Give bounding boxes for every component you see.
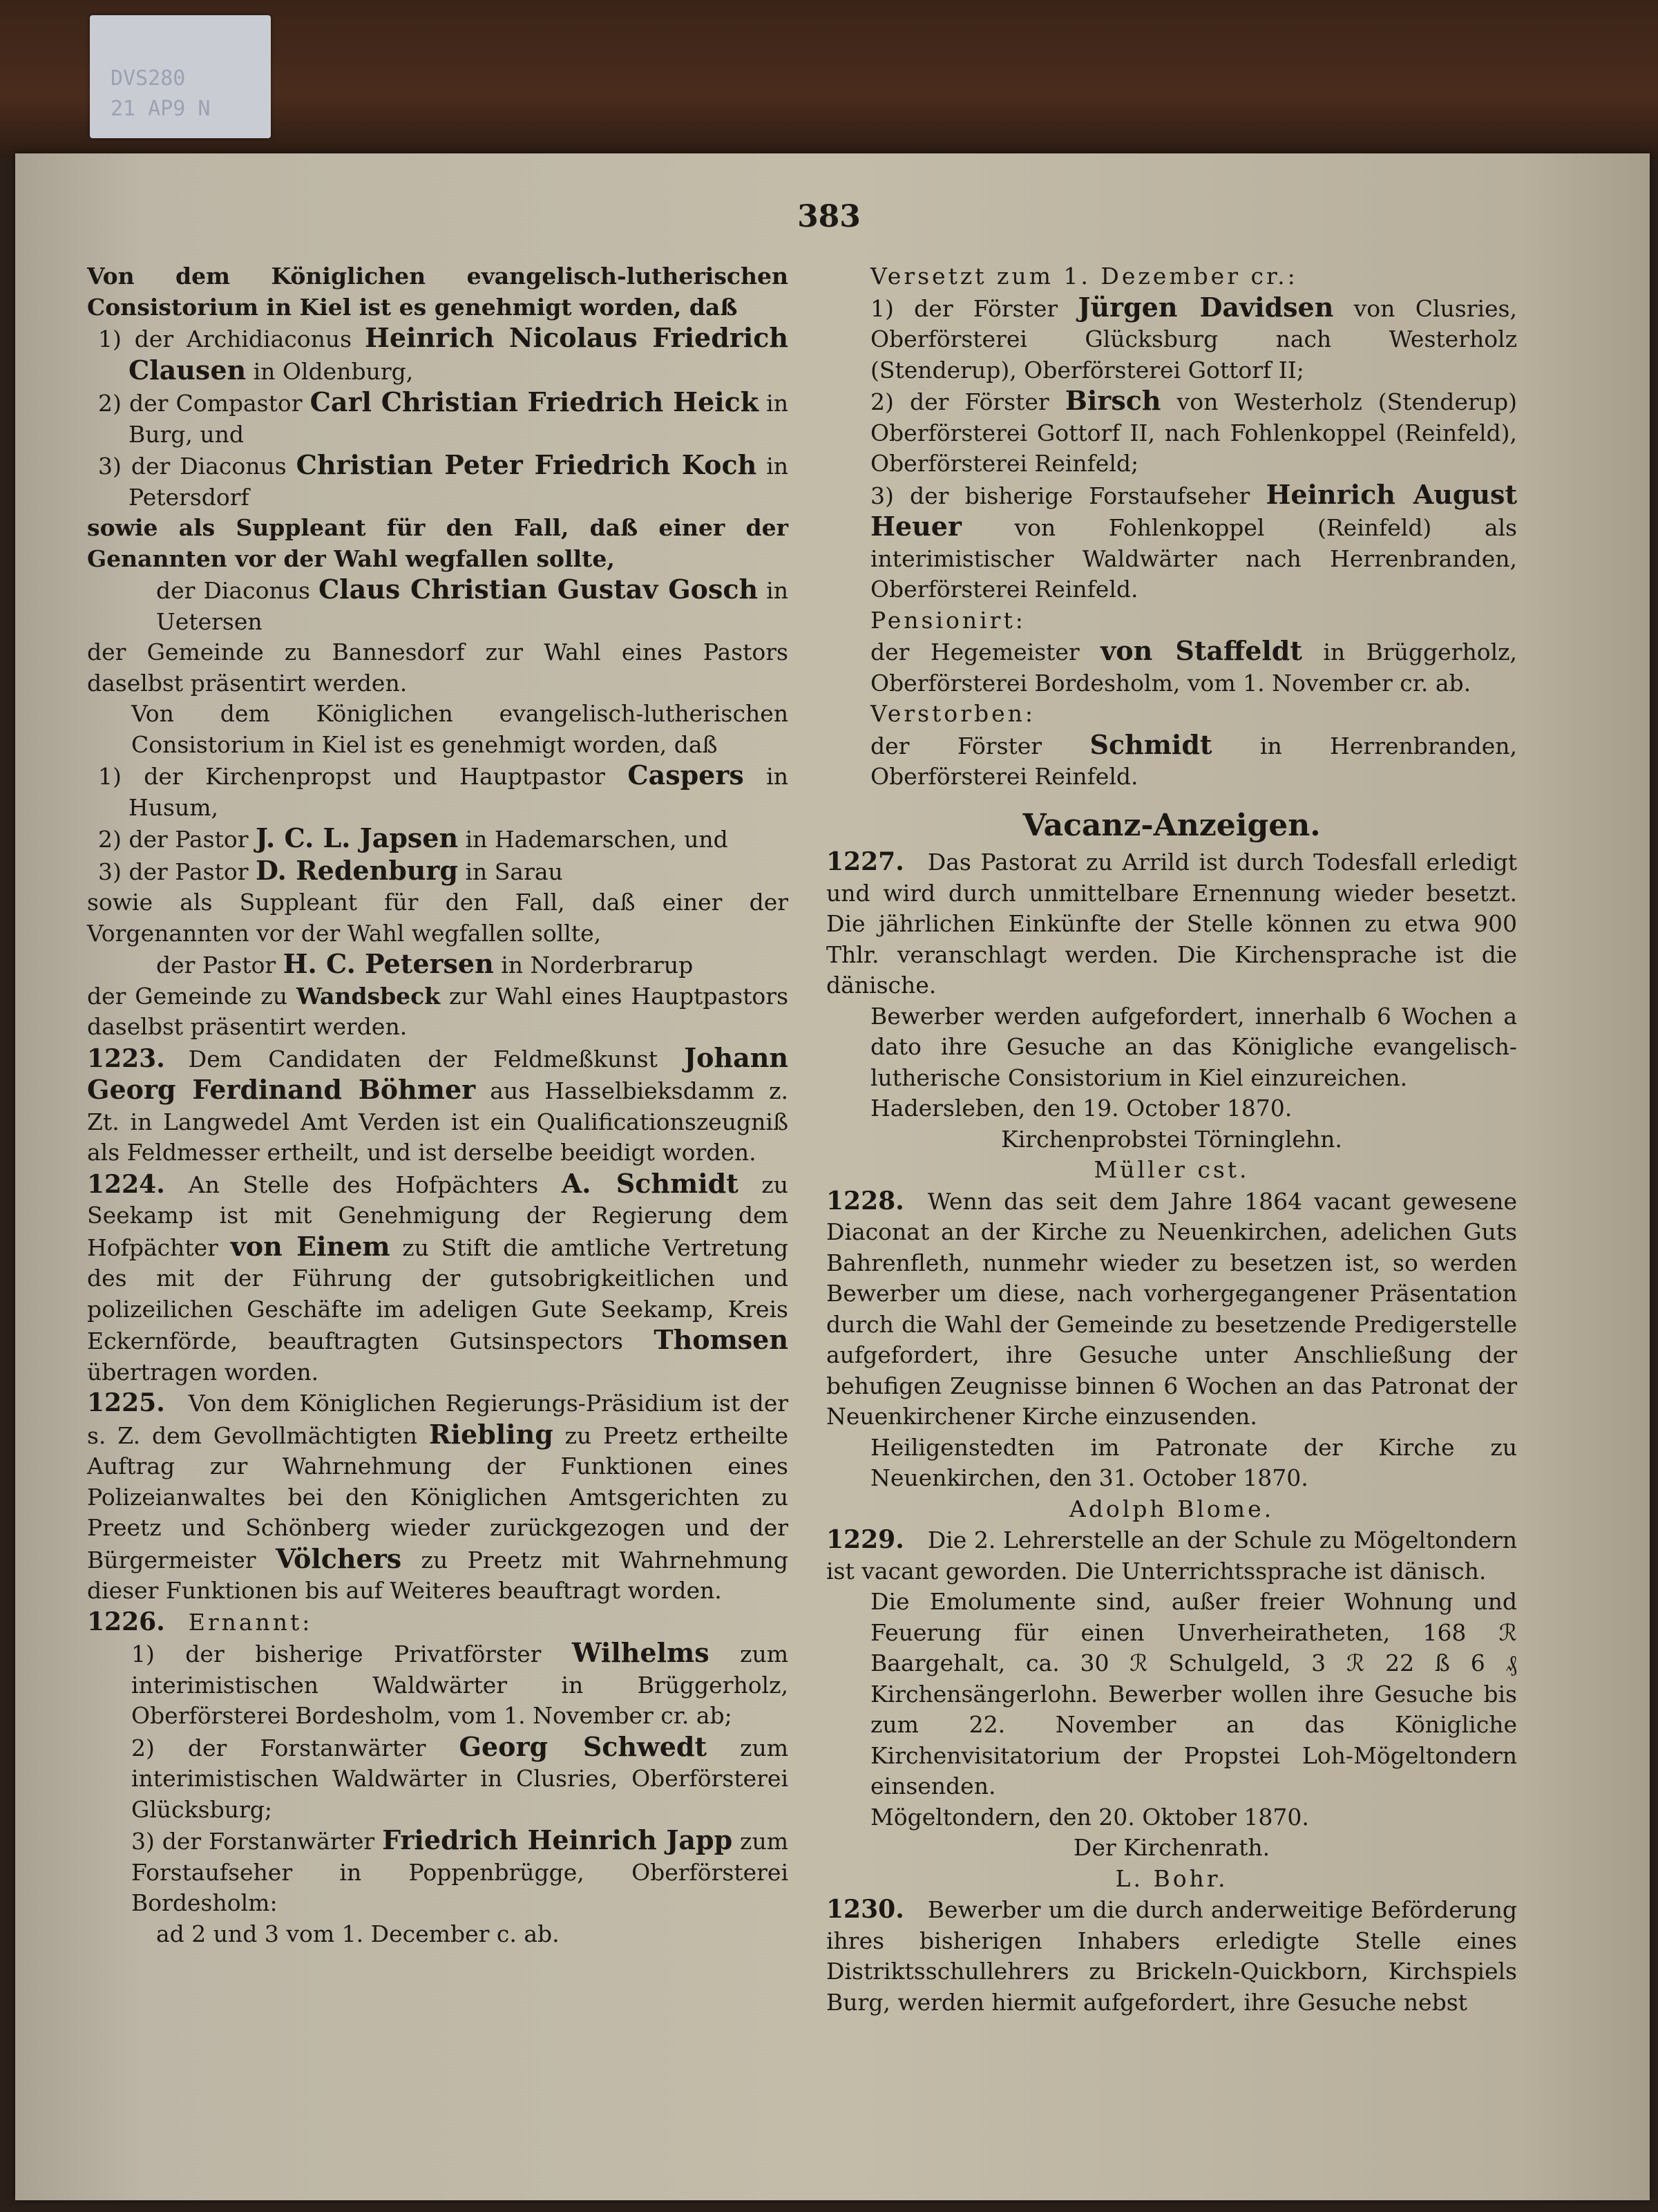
paragraph: der Hegemeister von Staffeldt in Brüggerholz, Oberförsterei Bordesholm, vom 1. November cr. ab.	[870, 635, 1518, 697]
paragraph: sowie als Suppleant für den Fall, daß einer der Genannten vor der Wahl wegfallen sollte,	[87, 514, 788, 572]
paragraph: Bewerber werden aufgefordert, innerhalb 6 Wochen a dato ihre Gesuche an das Königliche evangelisch-lutherische Consistorium in Kiel einzureichen.	[870, 1002, 1517, 1091]
paragraph: 2) der Compastor Carl Christian Friedrich Heick in Burg, und	[98, 386, 788, 448]
paragraph: Hadersleben, den 19. October 1870.	[870, 1095, 1293, 1122]
paragraph: 1) der bisherige Privatförster Wilhelms zum interimistischen Waldwärter in Brüggerholz, Oberförsterei Bordesholm, vom 1. November cr. ab;	[131, 1637, 789, 1729]
paragraph: 1223. Dem Candidaten der Feldmeßkunst Johann Georg Ferdinand Böhmer aus Hasselbieksdamm z. Zt. in Langwedel Amt Verden ist ein Qualificationszeugniß als Feldmesser ertheilt, und ist derselbe beeidigt worden.	[87, 1041, 788, 1166]
paragraph: Müller cst.	[1094, 1156, 1250, 1183]
paragraph: 3) der bisherige Forstaufseher Heinrich August Heuer von Fohlenkoppel (Reinfeld) als interimistischer Waldwärter nach Herrenbranden, Oberförsterei Reinfeld.	[870, 478, 1518, 603]
paragraph: Verstorben:	[870, 700, 1036, 727]
paragraph: Der Kirchenrath.	[1073, 1834, 1270, 1861]
archive-stamp-line-2: 21 AP9 N	[111, 97, 211, 121]
paragraph: 1) der Archidiaconus Heinrich Nicolaus Friedrich Clausen in Oldenburg,	[98, 322, 789, 386]
paragraph: der Gemeinde zu Wandsbeck zur Wahl eines Hauptpastors daselbst präsentirt werden.	[87, 982, 788, 1040]
paragraph: der Pastor H. C. Petersen in Norderbrarup	[156, 948, 694, 979]
paragraph: 3) der Pastor D. Redenburg in Sarau	[98, 854, 563, 886]
paragraph: der Diaconus Claus Christian Gustav Gosch in Uetersen	[156, 574, 788, 635]
right-column	[826, 261, 1517, 2018]
paragraph: 1) der Förster Jürgen Davidsen von Clusries, Oberförsterei Glücksburg nach Westerholz (Stenderup), Oberförsterei Gottorf II;	[870, 291, 1517, 384]
paragraph: der Förster Schmidt in Herrenbranden, Oberförsterei Reinfeld.	[870, 728, 1517, 790]
archive-stamp-line-1: DVS280	[111, 66, 186, 91]
paragraph: 1) der Kirchenpropst und Hauptpastor Caspers in Husum,	[98, 759, 788, 821]
paragraph: L. Bohr.	[1115, 1864, 1228, 1892]
paragraph: 2) der Pastor J. C. L. Japsen in Hademarschen, und	[98, 822, 728, 853]
paragraph: 1230. Bewerber um die durch anderweitige Beförderung ihres bisherigen Inhabers erledigte Stelle eines Distriktsschullehrers zu Brickeln-Quickborn, Kirchspiels Burg, werden hiermit aufgefordert, ihre Gesuche nebst	[826, 1895, 1517, 2016]
archive-label	[90, 15, 271, 138]
paragraph: 2) der Förster Birsch von Westerholz (Stenderup) Oberförsterei Gottorf II, nach Fohlenkoppel (Reinfeld), Oberförsterei Reinfeld;	[870, 385, 1517, 477]
paragraph: sowie als Suppleant für den Fall, daß einer der Vorgenannten vor der Wahl wegfallen sollte,	[87, 889, 788, 947]
paragraph: der Gemeinde zu Bannesdorf zur Wahl eines Pastors daselbst präsentirt werden.	[87, 639, 788, 697]
paragraph: Von dem Königlichen evangelisch-lutherischen Consistorium in Kiel ist es genehmigt worden, daß	[131, 700, 788, 758]
paragraph: 3) der Diaconus Christian Peter Friedrich Koch in Petersdorf	[98, 449, 788, 511]
paragraph: Pensionirt:	[870, 606, 1026, 634]
paragraph: Versetzt zum 1. Dezember cr.:	[870, 263, 1298, 290]
paragraph: 3) der Forstanwärter Friedrich Heinrich Japp zum Forstaufseher in Poppenbrügge, Oberförsterei Bordesholm:	[131, 1824, 788, 1916]
paragraph: Adolph Blome.	[1069, 1495, 1275, 1522]
section-heading: Vacanz-Anzeigen.	[1022, 807, 1321, 843]
paragraph: 1227. Das Pastorat zu Arrild ist durch Todesfall erledigt und wird durch unmittelbare Ernennung wieder besetzt. Die jährlichen Einkünfte der Stelle können zu etwa 900 Thlr. veranschlagt werden. Die Kirchensprache ist die dänische.	[826, 847, 1517, 999]
paragraph: Die Emolumente sind, außer freier Wohnung und Feuerung für einen Unverheiratheten, 168 ℛ Baargehalt, ca. 30 ℛ Schulgeld, 3 ℛ 22 ß 6 ₰ Kirchensängerlohn. Bewerber wollen ihre Gesuche bis zum 22. November an das Königliche Kirchenvisitatorium der Propstei Loh-Mögeltondern einsenden.	[870, 1588, 1517, 1799]
left-column	[87, 261, 788, 1949]
paragraph: 1224. An Stelle des Hofpächters A. Schmidt zu Seekamp ist mit Genehmigung der Regierung dem Hofpächter von Einem zu Stift die amtliche Vertretung des mit der Führung der gutsobrigkeitlichen und polizeilichen Geschäfte im adeligen Gute Seekamp, Kreis Eckernförde, beauftragten Gutsinspectors Thomsen übertragen worden.	[87, 1167, 789, 1386]
paragraph: 1225. Von dem Königlichen Regierungs-Präsidium ist der s. Z. dem Gevollmächtigten Riebling zu Preetz ertheilte Auftrag zur Wahrnehmung der Funktionen eines Polizeianwaltes bei den Königlichen Amtsgerichten zu Preetz und Schönberg wieder zurückgezogen und der Bürgermeister Völchers zu Preetz mit Wahrnehmung dieser Funktionen bis auf Weiteres beauftragt worden.	[87, 1388, 788, 1604]
page-number: 383	[797, 199, 861, 234]
paragraph: 1229. Die 2. Lehrerstelle an der Schule zu Mögeltondern ist vacant geworden. Die Unterrichtssprache ist dänisch.	[826, 1525, 1517, 1585]
paragraph: 1226. Ernannt:	[87, 1607, 313, 1636]
paragraph: Kirchenprobstei Törninglehn.	[1001, 1125, 1342, 1153]
paragraph: Heiligenstedten im Patronate der Kirche zu Neuenkirchen, den 31. October 1870.	[870, 1433, 1517, 1491]
paragraph: Mögeltondern, den 20. Oktober 1870.	[870, 1803, 1309, 1831]
paragraph: 1228. Wenn das seit dem Jahre 1864 vacant gewesene Diaconat an der Kirche zu Neuenkirchen, adelichen Guts Bahrenfleth, nunmehr wieder zu besetzen ist, so werden Bewerber um diese, nach vorhergegangener Präsentation durch die Wahl der Gemeinde zu besetzende Predigerstelle aufgefordert, ihre Gesuche unter Anschließung der behufigen Zeugnisse binnen 6 Wochen an das Patronat der Neuenkirchener Kirche einzusenden.	[826, 1186, 1517, 1430]
paragraph: ad 2 und 3 vom 1. December c. ab.	[156, 1920, 560, 1947]
paragraph: Von dem Königlichen evangelisch-lutherischen Consistorium in Kiel ist es genehmigt worden, daß	[87, 263, 788, 321]
paragraph: 2) der Forstanwärter Georg Schwedt zum interimistischen Waldwärter in Clusries, Oberförsterei Glücksburg;	[131, 1730, 789, 1823]
archive-stamp	[111, 64, 211, 124]
